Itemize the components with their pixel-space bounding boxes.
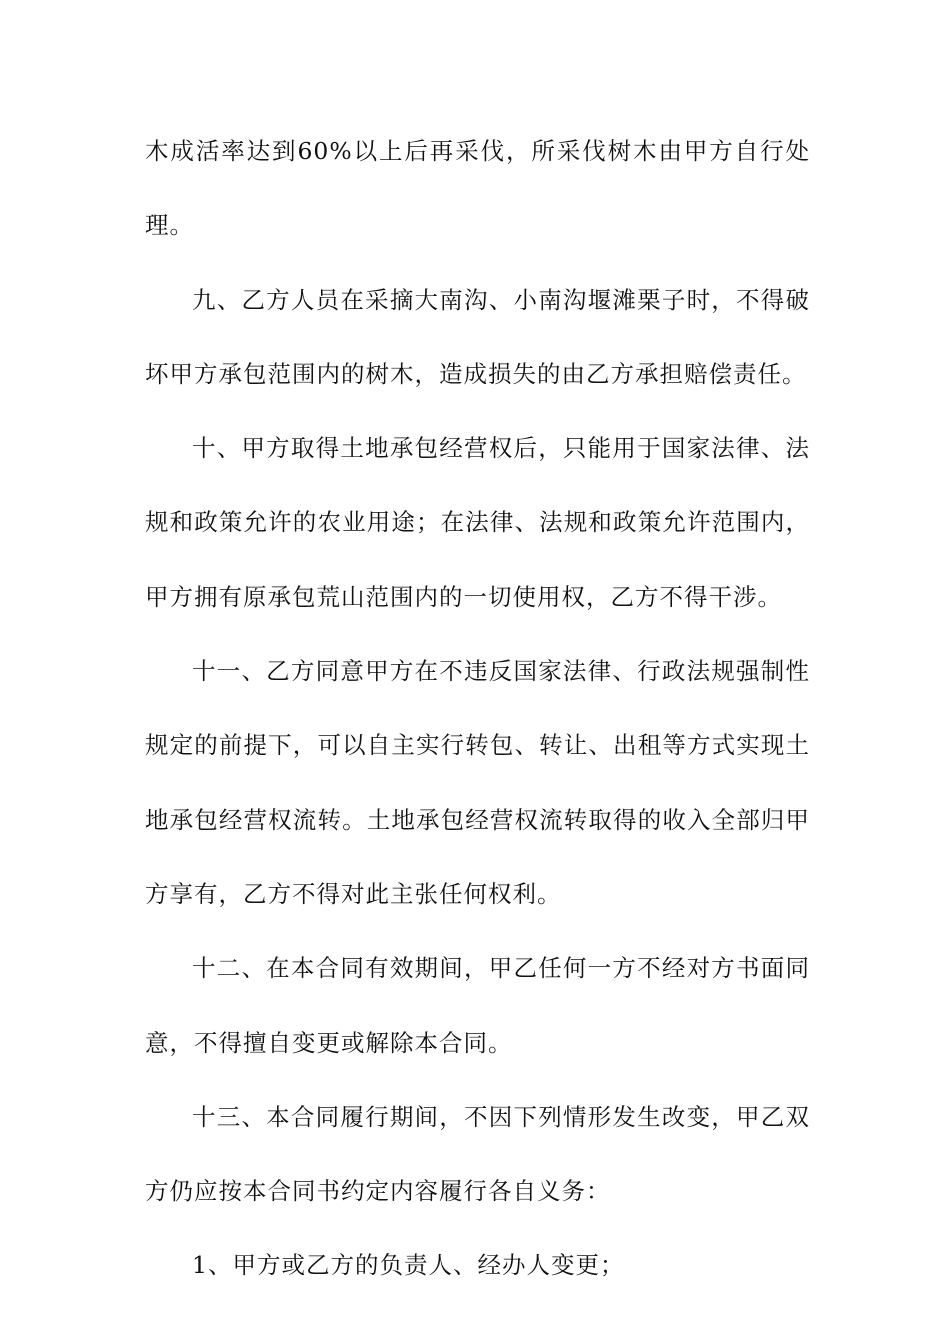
paragraph-clause-11: 十一、乙方同意甲方在不违反国家法律、行政法规强制性规定的前提下，可以自主实行转包、转让、出租等方式实现土地承包经营权流转。土地承包经营权流转取得的收入全部归甲方享有，乙方不得对此主张任何权利。 bbox=[145, 657, 810, 908]
paragraph-continuation: 木成活率达到60%以上后再采伐，所采伐树木由甲方自行处理。 bbox=[145, 137, 810, 240]
paragraph-clause-13: 十三、本合同履行期间，不因下列情形发生改变，甲乙双方仍应按本合同书约定内容履行各自义务： bbox=[145, 1102, 810, 1206]
paragraph-clause-13-item-1: 1、甲方或乙方的负责人、经办人变更； bbox=[192, 1251, 625, 1280]
paragraph-clause-9: 九、乙方人员在采摘大南沟、小南沟堰滩栗子时，不得破坏甲方承包范围内的树木，造成损失的由乙方承担赔偿责任。 bbox=[145, 285, 810, 388]
paragraph-clause-12: 十二、在本合同有效期间，甲乙任何一方不经对方书面同意，不得擅自变更或解除本合同。 bbox=[145, 954, 810, 1057]
paragraph-clause-10: 十、甲方取得土地承包经营权后，只能用于国家法律、法规和政策允许的农业用途；在法律、法规和政策允许范围内，甲方拥有原承包荒山范围内的一切使用权，乙方不得干涉。 bbox=[145, 434, 810, 611]
document-body bbox=[145, 114, 810, 1303]
